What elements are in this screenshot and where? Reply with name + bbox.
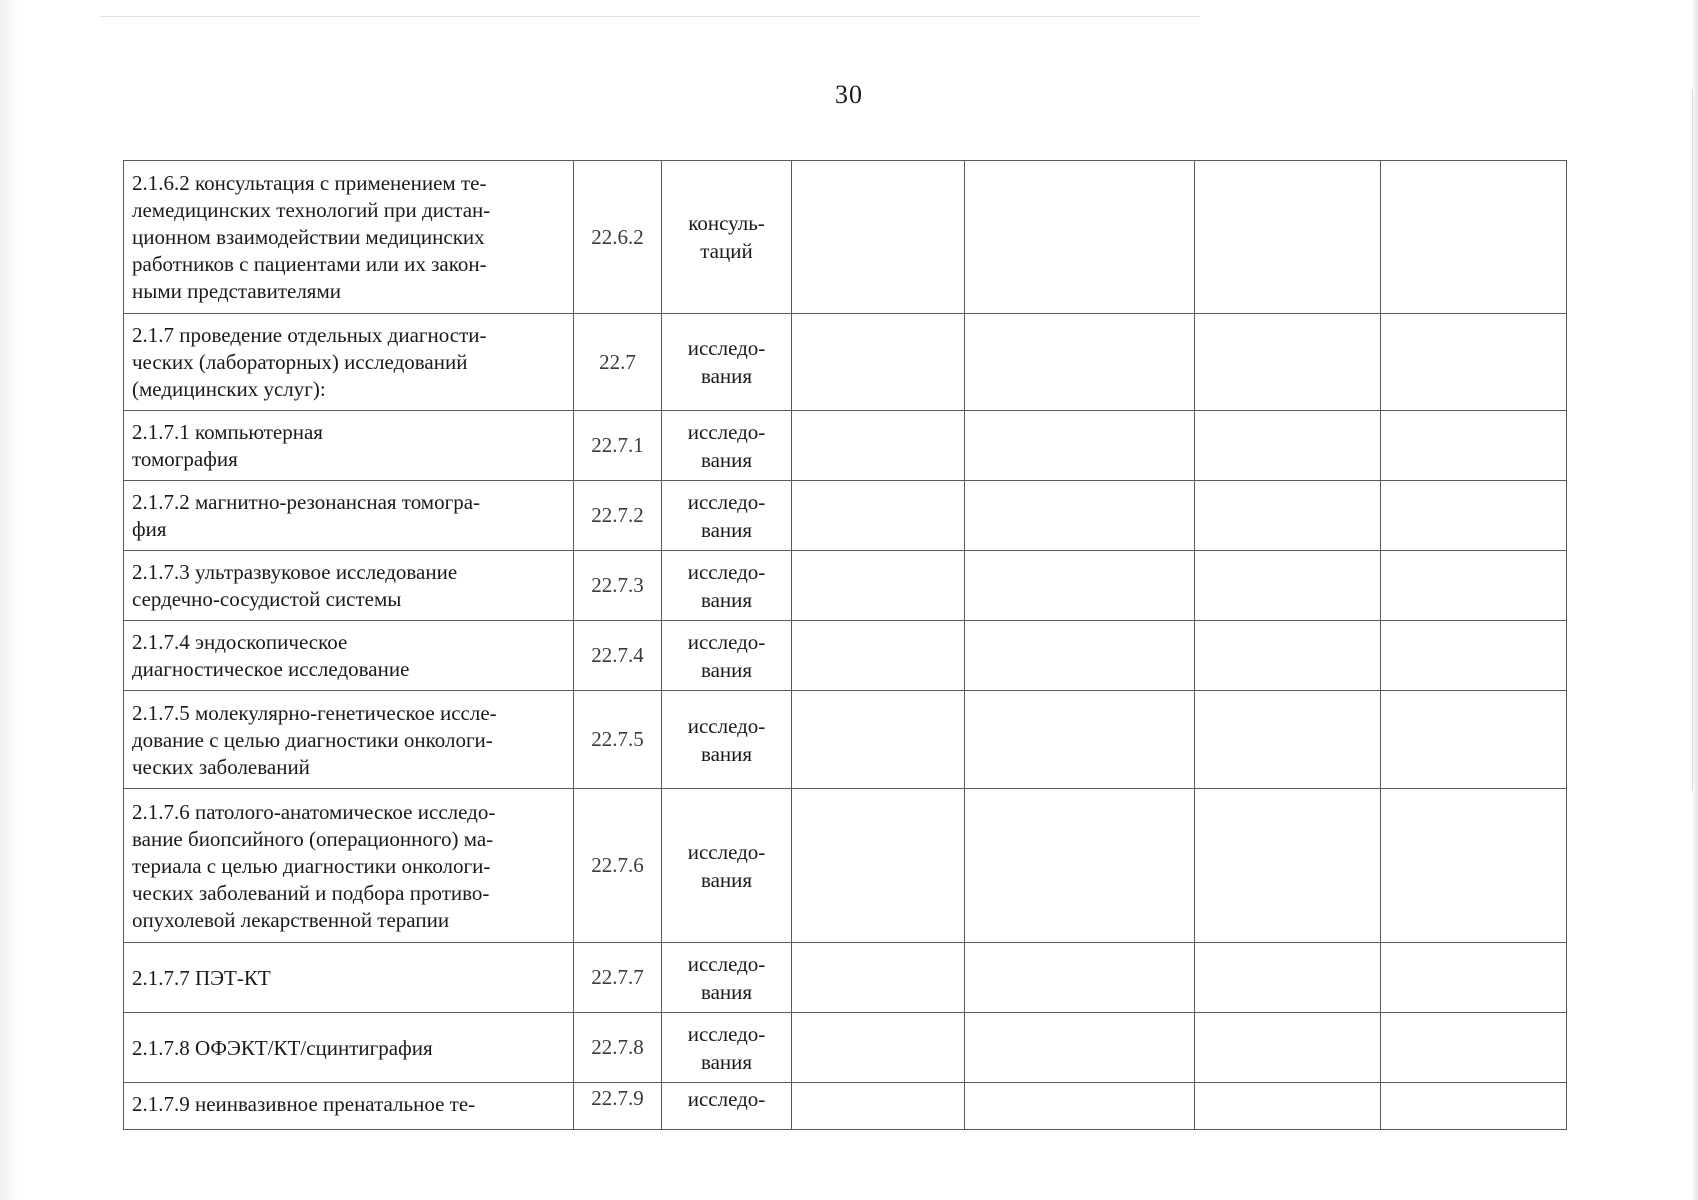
empty-cell xyxy=(965,943,1195,1013)
table-row xyxy=(124,481,1567,551)
table-row xyxy=(124,943,1567,1013)
table-row xyxy=(124,691,1567,789)
table-row xyxy=(124,314,1567,411)
row-unit: исследо- вания xyxy=(662,943,792,1013)
empty-cell xyxy=(1381,314,1567,411)
row-unit: исследо- вания xyxy=(662,551,792,621)
empty-cell xyxy=(965,789,1195,943)
empty-cell xyxy=(792,1013,965,1083)
empty-cell xyxy=(965,551,1195,621)
empty-cell xyxy=(965,621,1195,691)
row-name: 2.1.7.2 магнитно-резонансная томогра- фия xyxy=(124,481,574,551)
row-code: 22.7.9 xyxy=(574,1083,662,1130)
empty-cell xyxy=(792,789,965,943)
row-code: 22.7.5 xyxy=(574,691,662,789)
empty-cell xyxy=(1381,411,1567,481)
table-row xyxy=(124,551,1567,621)
table-row xyxy=(124,411,1567,481)
row-name: 2.1.7.5 молекулярно-генетическое иссле- дование с целью диагностики онкологи- ческих заболеваний xyxy=(124,691,574,789)
empty-cell xyxy=(1381,789,1567,943)
empty-cell xyxy=(792,314,965,411)
empty-cell xyxy=(1195,789,1381,943)
row-code: 22.7 xyxy=(574,314,662,411)
empty-cell xyxy=(1381,551,1567,621)
empty-cell xyxy=(1195,481,1381,551)
scan-edge-left xyxy=(0,0,18,1200)
row-code: 22.7.8 xyxy=(574,1013,662,1083)
empty-cell xyxy=(1381,161,1567,314)
row-name: 2.1.7.1 компьютерная томография xyxy=(124,411,574,481)
row-code: 22.7.7 xyxy=(574,943,662,1013)
row-name: 2.1.7.3 ультразвуковое исследование сердечно-сосудистой системы xyxy=(124,551,574,621)
row-unit: исследо- вания xyxy=(662,621,792,691)
row-code: 22.7.2 xyxy=(574,481,662,551)
table-row xyxy=(124,789,1567,943)
scan-artifact-line xyxy=(100,16,1200,17)
row-name: 2.1.6.2 консультация с применением те- лемедицинских технологий при дистан- ционном взаимодействии медицинских работников с пациентами или их закон- ными представителями xyxy=(124,161,574,314)
row-unit: исследо- вания xyxy=(662,1013,792,1083)
empty-cell xyxy=(1381,691,1567,789)
empty-cell xyxy=(1195,161,1381,314)
empty-cell xyxy=(1381,1083,1567,1130)
empty-cell xyxy=(1381,621,1567,691)
empty-cell xyxy=(965,481,1195,551)
row-name: 2.1.7 проведение отдельных диагности- ческих (лабораторных) исследований (медицинских услуг): xyxy=(124,314,574,411)
table-row xyxy=(124,621,1567,691)
empty-cell xyxy=(1381,481,1567,551)
row-unit: исследо- вания xyxy=(662,691,792,789)
table-row xyxy=(124,1013,1567,1083)
row-unit: консуль- таций xyxy=(662,161,792,314)
empty-cell xyxy=(792,481,965,551)
empty-cell xyxy=(1195,1083,1381,1130)
empty-cell xyxy=(965,161,1195,314)
row-unit: исследо- вания xyxy=(662,481,792,551)
empty-cell xyxy=(792,1083,965,1130)
empty-cell xyxy=(1195,314,1381,411)
row-name: 2.1.7.4 эндоскопическое диагностическое исследование xyxy=(124,621,574,691)
empty-cell xyxy=(1381,1013,1567,1083)
empty-cell xyxy=(965,691,1195,789)
empty-cell xyxy=(965,1083,1195,1130)
row-name: 2.1.7.8 ОФЭКТ/КТ/сцинтиграфия xyxy=(124,1013,574,1083)
empty-cell xyxy=(792,551,965,621)
empty-cell xyxy=(1195,551,1381,621)
row-name: 2.1.7.7 ПЭТ-КТ xyxy=(124,943,574,1013)
empty-cell xyxy=(1195,1013,1381,1083)
empty-cell xyxy=(792,411,965,481)
empty-cell xyxy=(792,943,965,1013)
row-code: 22.6.2 xyxy=(574,161,662,314)
services-table xyxy=(123,160,1567,1130)
empty-cell xyxy=(1195,411,1381,481)
page-number: 30 xyxy=(835,80,863,109)
empty-cell xyxy=(1195,943,1381,1013)
scan-artifact-line xyxy=(1692,90,1693,790)
row-unit: исследо- вания xyxy=(662,789,792,943)
table-row xyxy=(124,161,1567,314)
row-code: 22.7.6 xyxy=(574,789,662,943)
empty-cell xyxy=(965,1013,1195,1083)
row-code: 22.7.1 xyxy=(574,411,662,481)
row-code: 22.7.3 xyxy=(574,551,662,621)
empty-cell xyxy=(792,621,965,691)
row-name: 2.1.7.9 неинвазивное пренатальное те- xyxy=(124,1083,574,1130)
row-unit: исследо- xyxy=(662,1083,792,1130)
empty-cell xyxy=(1195,691,1381,789)
row-unit: исследо- вания xyxy=(662,314,792,411)
table-row xyxy=(124,1083,1567,1130)
empty-cell xyxy=(965,411,1195,481)
empty-cell xyxy=(965,314,1195,411)
row-unit: исследо- вания xyxy=(662,411,792,481)
row-name: 2.1.7.6 патолого-анатомическое исследо- вание биопсийного (операционного) ма- териала с целью диагностики онкологи- ческих заболеваний и подбора противо- опухолевой лекарственной терапии xyxy=(124,789,574,943)
empty-cell xyxy=(792,691,965,789)
row-code: 22.7.4 xyxy=(574,621,662,691)
empty-cell xyxy=(1195,621,1381,691)
empty-cell xyxy=(792,161,965,314)
empty-cell xyxy=(1381,943,1567,1013)
